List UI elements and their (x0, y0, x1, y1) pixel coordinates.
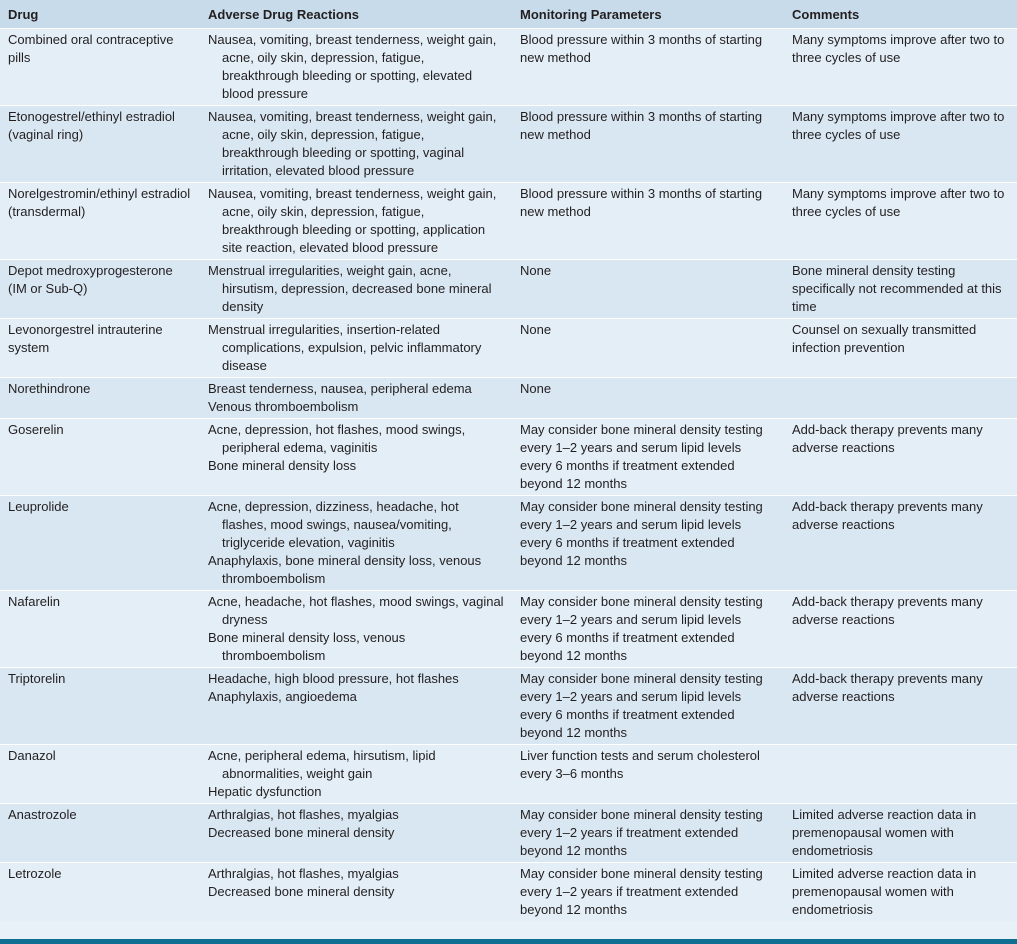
header-drug: Drug (8, 7, 39, 22)
table-row (0, 29, 1017, 106)
cell-drug: Norelgestromin/ethinyl estradiol (transdermal) (8, 186, 191, 219)
cell-comments (784, 745, 1017, 804)
cell-drug: Goserelin (8, 422, 64, 437)
adverse-reaction-line: Nausea, vomiting, breast tenderness, weight gain, acne, oily skin, depression, fatigue, breakthrough bleeding or spotting, elevated blood pressure (208, 32, 497, 101)
table-row (0, 668, 1017, 745)
cell-adverse-reactions (200, 496, 512, 591)
cell-drug: Leuprolide (8, 499, 69, 514)
cell-drug: Danazol (8, 748, 56, 763)
cell-monitoring: Blood pressure within 3 months of starting new method (520, 186, 763, 219)
table-row (0, 745, 1017, 804)
cell-comments: Counsel on sexually transmitted infection prevention (792, 322, 977, 355)
adverse-reaction-line: Arthralgias, hot flashes, myalgias (208, 807, 399, 822)
table-header (0, 0, 1017, 29)
cell-comments: Many symptoms improve after two to three cycles of use (792, 32, 1005, 65)
cell-drug: Etonogestrel/ethinyl estradiol (vaginal ring) (8, 109, 175, 142)
cell-comments (784, 378, 1017, 419)
cell-adverse-reactions (200, 319, 512, 378)
adverse-reaction-line: Acne, headache, hot flashes, mood swings, vaginal dryness (208, 594, 504, 627)
bottom-rule (0, 939, 1017, 944)
cell-adverse-reactions (200, 591, 512, 668)
cell-comments: Bone mineral density testing specifically not recommended at this time (792, 263, 1002, 314)
cell-comments: Many symptoms improve after two to three cycles of use (792, 186, 1005, 219)
cell-comments: Many symptoms improve after two to three cycles of use (792, 109, 1005, 142)
cell-drug: Depot medroxyprogesterone (IM or Sub-Q) (8, 263, 173, 296)
adverse-reaction-line: Decreased bone mineral density (208, 825, 395, 840)
cell-comments: Add-back therapy prevents many adverse reactions (792, 594, 983, 627)
cell-adverse-reactions (200, 668, 512, 745)
cell-comments: Add-back therapy prevents many adverse reactions (792, 499, 983, 532)
cell-monitoring: May consider bone mineral density testing every 1–2 years if treatment extended beyond 12 months (520, 807, 763, 858)
adverse-reaction-line: Acne, depression, hot flashes, mood swings, peripheral edema, vaginitis (208, 422, 466, 455)
adverse-reaction-line: Menstrual irregularities, insertion-related complications, expulsion, pelvic inflammatory disease (208, 322, 482, 373)
cell-comments: Limited adverse reaction data in premenopausal women with endometriosis (792, 866, 977, 917)
adverse-reaction-line: Arthralgias, hot flashes, myalgias (208, 866, 399, 881)
adverse-reaction-line: Anaphylaxis, bone mineral density loss, venous thromboembolism (208, 553, 482, 586)
adverse-reaction-line: Hepatic dysfunction (208, 784, 322, 799)
cell-monitoring: None (520, 322, 552, 337)
adverse-reaction-line: Nausea, vomiting, breast tenderness, weight gain, acne, oily skin, depression, fatigue, breakthrough bleeding or spotting, vaginal irritation, elevated blood pressure (208, 109, 497, 178)
adverse-reaction-line: Anaphylaxis, angioedema (208, 689, 357, 704)
adverse-reaction-line: Acne, depression, dizziness, headache, hot flashes, mood swings, nausea/vomiting, triglyceride elevation, vaginitis (208, 499, 459, 550)
cell-adverse-reactions (200, 106, 512, 183)
cell-adverse-reactions (200, 183, 512, 260)
table-row (0, 319, 1017, 378)
cell-monitoring: May consider bone mineral density testing every 1–2 years and serum lipid levels every 6 months if treatment extended beyond 12 months (520, 671, 763, 740)
header-row (0, 0, 1017, 29)
cell-comments: Add-back therapy prevents many adverse reactions (792, 422, 983, 455)
cell-monitoring: Liver function tests and serum cholesterol every 3–6 months (520, 748, 760, 781)
cell-drug: Letrozole (8, 866, 62, 881)
cell-monitoring: Blood pressure within 3 months of starting new method (520, 32, 763, 65)
cell-adverse-reactions (200, 419, 512, 496)
adverse-reaction-line: Decreased bone mineral density (208, 884, 395, 899)
adverse-reaction-line: Menstrual irregularities, weight gain, acne, hirsutism, depression, decreased bone mineral density (208, 263, 492, 314)
table-body (0, 29, 1017, 922)
adverse-reaction-line: Bone mineral density loss, venous thromboembolism (208, 630, 406, 663)
header-comments: Comments (792, 7, 860, 22)
header-adverse-reactions: Adverse Drug Reactions (208, 7, 359, 22)
table-row (0, 378, 1017, 419)
cell-monitoring: Blood pressure within 3 months of starting new method (520, 109, 763, 142)
cell-comments: Add-back therapy prevents many adverse reactions (792, 671, 983, 704)
cell-adverse-reactions (200, 378, 512, 419)
cell-monitoring: May consider bone mineral density testing every 1–2 years and serum lipid levels every 6 months if treatment extended beyond 12 months (520, 422, 763, 491)
adverse-reaction-line: Bone mineral density loss (208, 458, 357, 473)
adverse-reaction-line: Venous thromboembolism (208, 399, 359, 414)
adverse-reaction-line: Nausea, vomiting, breast tenderness, weight gain, acne, oily skin, depression, fatigue, breakthrough bleeding or spotting, application site reaction, elevated blood pressure (208, 186, 497, 255)
adverse-reaction-line: Acne, peripheral edema, hirsutism, lipid abnormalities, weight gain (208, 748, 436, 781)
adverse-reaction-line: Headache, high blood pressure, hot flashes (208, 671, 459, 686)
table-row (0, 106, 1017, 183)
cell-adverse-reactions (200, 863, 512, 922)
cell-adverse-reactions (200, 260, 512, 319)
cell-monitoring: May consider bone mineral density testing every 1–2 years if treatment extended beyond 12 months (520, 866, 763, 917)
table-row (0, 260, 1017, 319)
adverse-reaction-line: Breast tenderness, nausea, peripheral edema (208, 381, 472, 396)
table-row (0, 419, 1017, 496)
table-row (0, 804, 1017, 863)
cell-adverse-reactions (200, 745, 512, 804)
cell-drug: Triptorelin (8, 671, 66, 686)
table-row (0, 496, 1017, 591)
cell-adverse-reactions (200, 804, 512, 863)
header-monitoring: Monitoring Parameters (520, 7, 662, 22)
cell-monitoring: May consider bone mineral density testing every 1–2 years and serum lipid levels every 6 months if treatment extended beyond 12 months (520, 499, 763, 568)
cell-drug: Combined oral contraceptive pills (8, 32, 174, 65)
cell-drug: Levonorgestrel intrauterine system (8, 322, 163, 355)
cell-adverse-reactions (200, 29, 512, 106)
table-row (0, 591, 1017, 668)
table-row (0, 183, 1017, 260)
cell-monitoring: None (520, 263, 552, 278)
cell-drug: Anastrozole (8, 807, 77, 822)
cell-drug: Nafarelin (8, 594, 61, 609)
table-row (0, 863, 1017, 922)
cell-comments: Limited adverse reaction data in premenopausal women with endometriosis (792, 807, 977, 858)
cell-monitoring: May consider bone mineral density testing every 1–2 years and serum lipid levels every 6 months if treatment extended beyond 12 months (520, 594, 763, 663)
cell-monitoring: None (520, 381, 552, 396)
cell-drug: Norethindrone (8, 381, 91, 396)
